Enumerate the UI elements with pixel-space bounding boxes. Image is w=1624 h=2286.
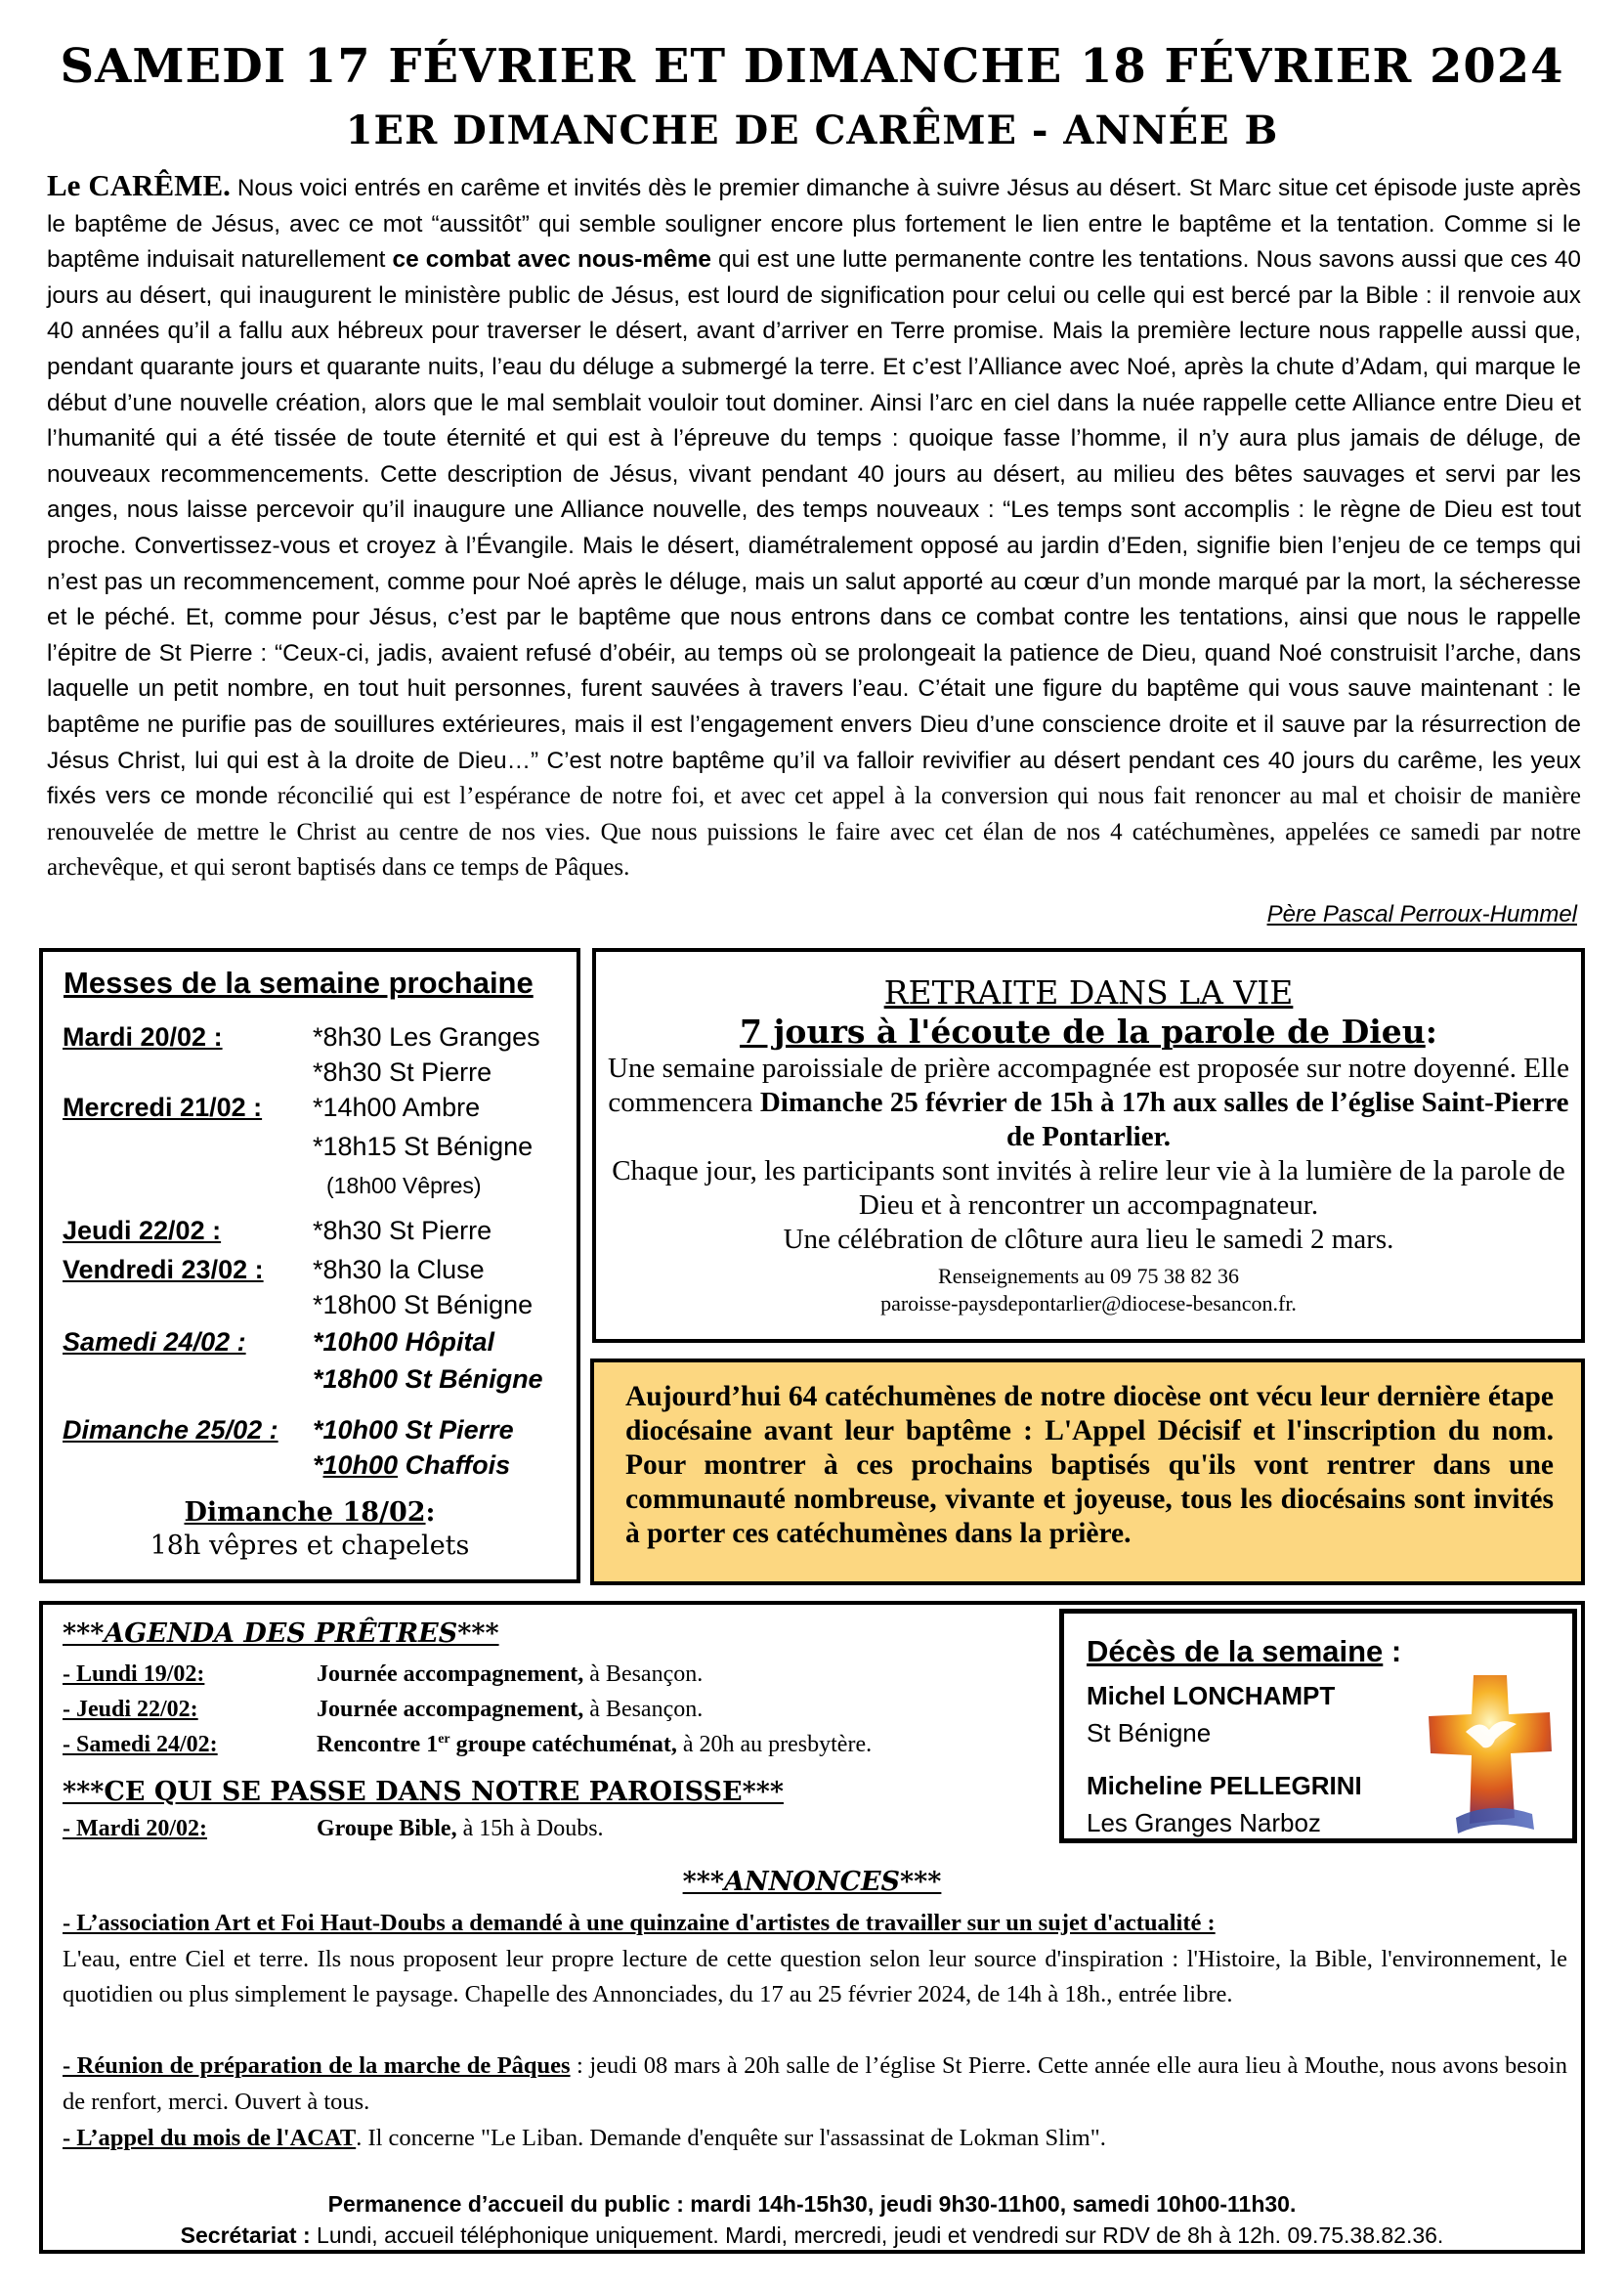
agenda-event-title: Rencontre 1 xyxy=(317,1732,439,1757)
deceased-name: Micheline PELLEGRINI xyxy=(1087,1771,1362,1800)
annonce-heading: - Réunion de préparation de la marche de Pâques xyxy=(63,2052,571,2079)
messe-note: (18h00 Vêpres) xyxy=(326,1173,482,1198)
messe-time-hour: 10h00 xyxy=(322,1450,399,1480)
deces-title-text: Décès de la semaine xyxy=(1087,1634,1384,1668)
annonce-marche-paques xyxy=(63,2049,1567,2120)
sunday-label-text: Dimanche 18/02 xyxy=(184,1497,426,1528)
intro-lead: Le CARÊME. xyxy=(47,168,231,202)
page-title: SAMEDI 17 FÉVRIER ET DIMANCHE 18 FÉVRIER 2024 xyxy=(60,39,1564,94)
retraite-subtitle-colon: : xyxy=(1425,1013,1437,1051)
secretariat-info xyxy=(0,2222,1624,2249)
paroisse-event xyxy=(317,1816,604,1842)
agenda-date: - Jeudi 22/02: xyxy=(63,1697,198,1722)
messe-day: Mardi 20/02 : xyxy=(63,1022,223,1052)
retraite-date: Dimanche 25 février de 15h à 17h aux salles de l’église Saint-Pierre de Pontarlier. xyxy=(759,1087,1569,1152)
paroisse-event-title: Groupe Bible, xyxy=(317,1816,457,1841)
agenda-event xyxy=(317,1732,872,1758)
messe-time: *14h00 Ambre xyxy=(313,1093,481,1122)
dove-cross-icon xyxy=(1427,1671,1554,1839)
agenda-event-detail: à 20h au presbytère. xyxy=(676,1732,873,1757)
paroisse-date: - Mardi 20/02: xyxy=(63,1816,207,1841)
annonce-body: L'eau, entre Ciel et terre. Ils nous proposent leur propre lecture de cette question selon leur source d'inspiration : l'Histoire, la Bible, l'environnement, le quotidien ou plus simplement le paysage. Chapelle des Annonciades, du 17 au 25 février 2024, de 14h à 18h., entrée libre. xyxy=(63,1945,1567,2007)
sunday-label-colon: : xyxy=(425,1497,436,1528)
retraite-email[interactable]: paroisse-paysdepontarlier@diocese-besancon.fr. xyxy=(880,1291,1297,1316)
paroisse-title: ***CE QUI SE PASSE DANS NOTRE PAROISSE*** xyxy=(63,1777,784,1807)
paroisse-event-detail: à 15h à Doubs. xyxy=(456,1816,604,1841)
retraite-contact xyxy=(592,1263,1585,1317)
intro-editorial xyxy=(47,168,1581,886)
messe-time: *8h30 Les Granges xyxy=(313,1022,540,1052)
agenda-event-detail: à Besançon. xyxy=(583,1697,704,1722)
annonce-heading: - L’appel du mois de l'ACAT xyxy=(63,2125,357,2151)
annonce-body: : jeudi 08 mars à 20h salle de l’église St Pierre. Cette année elle aura lieu à Mouthe, nous avons besoin de renfort, merci. Ouvert à tous. xyxy=(63,2052,1567,2115)
agenda-title: ***AGENDA DES PRÊTRES*** xyxy=(63,1618,499,1649)
annonces-title: ***ANNONCES*** xyxy=(682,1867,942,1897)
messe-time-star: * xyxy=(313,1450,323,1480)
intro-text-2: qui est une lutte permanente contre les tentations. Nous savons aussi que ces 40 jours au désert, qui inaugurent le ministère public de Jésus, est lourd de signification pour celui ou celle qui est bercé par la Bible : il renvoie aux 40 années qu’il a fallu aux hébreux pour traverser le désert, avant d’arriver en Terre promise. Mais la première lecture nous rappelle aussi que, pendant quarante jours et quarante nuits, l’eau du déluge a submergé la terre. Et c’est l’Alliance avec Noé, après la chute d’Adam, qui marque le début d’une nouvelle création, alors que le mal semblait vouloir tout dominer. Ainsi l’arc en ciel dans la nuée rappelle cette Alliance entre Dieu et l’humanité qui a été tissée de toute éternité et qui est à l’épreuve du temps : quoique fasse l’homme, il n’y aura plus jamais de déluge, de nouveaux recommencements. Cette description de Jésus, vivant pendant 40 jours au désert, au milieu des bêtes sauvages et servi par les anges, nous laisse percevoir qu’il inaugure une Alliance nouvelle, des temps nouveaux : “Les temps sont accomplis : le règne de Dieu est tout proche. Convertissez-vous et croyez à l’Évangile. Mais le désert, diamétralement opposé au jardin d’Eden, signifie bien l’enjeu de ce temps qui n’est pas un recommencement, comme pour Noé après le déluge, mais un salut apporté au cœur d’un monde marqué par la mort, la sécheresse et le péché. Et, comme pour Jésus, c’est par le baptême que nous entrons dans ce combat contre les tentations, ainsi que nous le rappelle l’épitre de St Pierre : “Ceux-ci, jadis, avaient refusé d’obéir, au temps où se prolongeait la patience de Dieu, quand Noé construisit l’arche, dans laquelle un petit nombre, en tout huit personnes, furent sauvées à travers l’eau. C’était une figure du baptême qui vous sauve maintenant : le baptême ne purifie pas de souillures extérieures, mais il est l’engagement envers Dieu d’une conscience droite et il sauve par la résurrection de Jésus Christ, lui qui est à la droite de Dieu…” C’est notre baptême qu’il va falloir revivifier au désert pendant ces 40 jours du carême, les yeux fixés vers ce monde xyxy=(47,246,1581,810)
agenda-event xyxy=(317,1661,703,1688)
messe-day: Vendredi 23/02 : xyxy=(63,1255,264,1284)
intro-text-1: Nous voici entrés en carême et invités dès le premier dimanche à suivre Jésus au désert. St Marc situe cet épisode juste après le baptême de Jésus, avec ce mot “aussitôt” qui semble souligner encore plus fortement le lien entre le baptême et la tentation. Comme si le baptême induisait naturellement xyxy=(47,175,1581,274)
retraite-text-1: Une semaine paroissiale de prière accompagnée est proposée sur notre doyenné. Elle commencera xyxy=(608,1053,1569,1118)
messe-day: Samedi 24/02 : xyxy=(63,1327,246,1357)
agenda-date: - Samedi 24/02: xyxy=(63,1732,218,1757)
messe-day: Dimanche 25/02 : xyxy=(63,1415,278,1445)
retraite-text-3: Une célébration de clôture aura lieu le samedi 2 mars. xyxy=(783,1224,1394,1255)
retraite-body xyxy=(606,1052,1571,1257)
messe-time: *8h30 St Pierre xyxy=(313,1216,492,1245)
agenda-event-title-2: groupe catéchuménat, xyxy=(449,1732,677,1757)
messe-time: *10h00 St Pierre xyxy=(313,1415,514,1445)
deceased-place: St Bénigne xyxy=(1087,1718,1212,1747)
messe-time: *8h30 St Pierre xyxy=(313,1057,492,1087)
intro-signature: Père Pascal Perroux-Hummel xyxy=(1266,901,1577,927)
agenda-event-sup: er xyxy=(438,1732,450,1747)
messe-time: *8h30 la Cluse xyxy=(313,1255,485,1284)
annonce-heading: - L’association Art et Foi Haut-Doubs a demandé à une quinzaine d'artistes de travailler sur un sujet d'actualité : xyxy=(63,1910,1216,1936)
agenda-date: - Lundi 19/02: xyxy=(63,1661,205,1687)
deceased-name: Michel LONCHAMPT xyxy=(1087,1681,1336,1710)
retraite-title: RETRAITE DANS LA VIE xyxy=(883,973,1294,1012)
agenda-event-title: Journée accompagnement, xyxy=(317,1661,584,1687)
intro-bold: ce combat avec nous-même xyxy=(392,246,711,274)
secretariat-text: Lundi, accueil téléphonique uniquement. Mardi, mercredi, jeudi et vendredi sur RDV de 8h à 12h. 09.75.38.82.36. xyxy=(310,2222,1444,2248)
agenda-event-detail: à Besançon. xyxy=(583,1661,704,1687)
sunday-label xyxy=(0,1497,620,1528)
messe-time xyxy=(313,1450,510,1481)
messe-time: *18h00 St Bénigne xyxy=(313,1364,543,1394)
annonce-body: . Il concerne "Le Liban. Demande d'enquête sur l'assassinat de Lokman Slim". xyxy=(356,2125,1106,2151)
messe-time: *10h00 Hôpital xyxy=(313,1327,495,1357)
messe-time-place: Chaffois xyxy=(398,1450,511,1480)
messes-title: Messes de la semaine prochaine xyxy=(64,966,534,1000)
deces-title-colon: : xyxy=(1383,1634,1402,1668)
retraite-text-2: Chaque jour, les participants sont invités à relire leur vie à la lumière de la parole de Dieu et à rencontrer un accompagnateur. xyxy=(612,1155,1565,1221)
messe-day: Jeudi 22/02 : xyxy=(63,1216,222,1245)
agenda-event-title: Journée accompagnement, xyxy=(317,1697,584,1722)
retraite-phone: Renseignements au 09 75 38 82 36 xyxy=(938,1264,1239,1288)
sunday-text: 18h vêpres et chapelets xyxy=(150,1531,470,1561)
page-subtitle: 1ER DIMANCHE DE CARÊME - ANNÉE B xyxy=(345,108,1279,153)
secretariat-label: Secrétariat : xyxy=(180,2222,311,2248)
messe-time: *18h15 St Bénigne xyxy=(313,1132,534,1161)
messe-time: *18h00 St Bénigne xyxy=(313,1290,534,1319)
permanence-hours: Permanence d’accueil du public : mardi 14h-15h30, jeudi 9h30-11h00, samedi 10h00-11h30. xyxy=(327,2191,1297,2217)
annonce-acat xyxy=(63,2121,1567,2157)
catechumenes-text: Aujourd’hui 64 catéchumènes de notre diocèse ont vécu leur dernière étape diocésaine avant leur baptême : L'Appel Décisif et l'inscription du nom. Pour montrer à ces prochains baptisés qu'ils vont rentrer dans une communauté nombreuse, vivante et joyeuse, tous les diocésains sont invités à porter ces catéchumènes dans la prière. xyxy=(625,1381,1554,1549)
messe-day: Mercredi 21/02 : xyxy=(63,1093,263,1122)
retraite-subtitle xyxy=(592,1013,1585,1051)
annonce-art-foi xyxy=(63,1906,1567,2013)
agenda-event xyxy=(317,1697,703,1723)
intro-text-3: réconcilié qui est l’espérance de notre foi, et avec cet appel à la conversion qui nous fait renoncer au mal et choisir de manière renouvelée de mettre le Christ au centre de nos vies. Que nous puissions le faire avec cet élan de nos 4 catéchumènes, appelées ce samedi par notre archevêque, et qui seront baptisés dans ce temps de Pâques. xyxy=(47,783,1581,882)
deceased-place: Les Granges Narboz xyxy=(1087,1808,1321,1837)
retraite-subtitle-text: 7 jours à l'écoute de la parole de Dieu xyxy=(740,1013,1426,1051)
deces-title xyxy=(1087,1634,1401,1669)
